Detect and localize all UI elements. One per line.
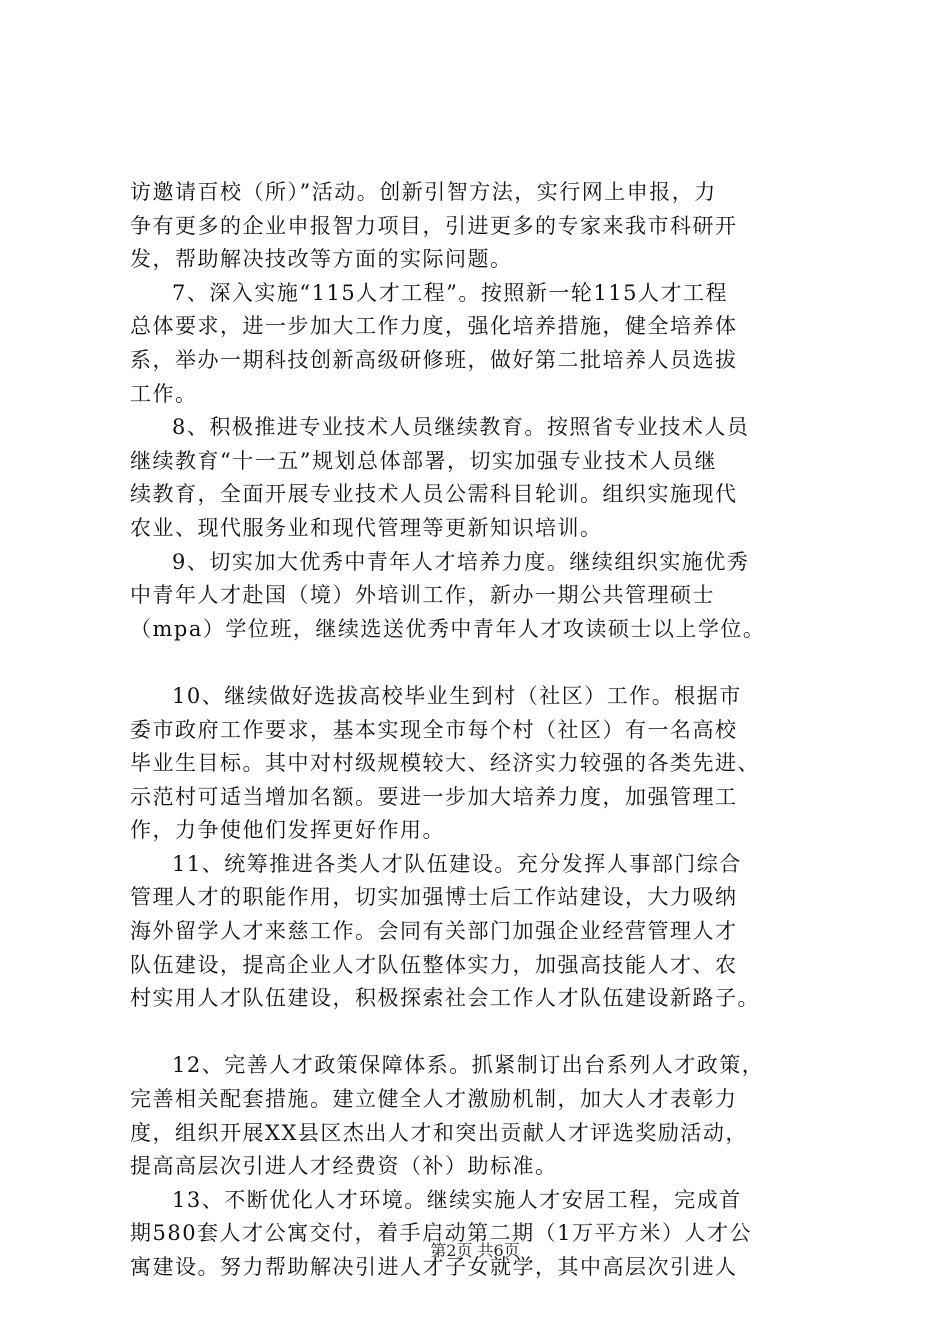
text-line: 队伍建设，提高企业人才队伍整体实力，加强高技能人才、农	[130, 952, 738, 977]
text-line: 发，帮助解决技改等方面的实际问题。	[130, 247, 513, 272]
text-line: 13、不断优化人才环境。继续实施人才安居工程，完成首	[172, 1187, 742, 1212]
text-line: 续教育，全面开展专业技术人员公需科目轮训。组织实施现代	[130, 482, 738, 507]
paragraph	[130, 411, 830, 545]
text-line: 总体要求，进一步加大工作力度，强化培养措施，健全培养体	[130, 314, 738, 339]
text-line: 度，组织开展XX县区杰出人才和突出贡献人才评选奖励活动，	[130, 1120, 748, 1145]
text-line: 委市政府工作要求，基本实现全市每个村（社区）有一名高校	[130, 717, 738, 742]
page-number-label: 第2页 共6页	[430, 1241, 520, 1260]
page-footer	[0, 1238, 950, 1261]
text-line: 期580套人才公寓交付，着手启动第二期（1万平方米）人才公	[130, 1221, 752, 1246]
paragraph-spacer	[130, 1016, 830, 1050]
text-line: 提高高层次引进人才经费资（补）助标准。	[130, 1154, 558, 1179]
text-line: 农业、现代服务业和现代管理等更新知识培训。	[130, 515, 603, 540]
text-line: 系，举办一期科技创新高级研修班，做好第二批培养人员选拔	[130, 347, 738, 372]
paragraph	[130, 277, 830, 411]
text-line: 7、深入实施“115人才工程”。按照新一轮115人才工程	[172, 280, 728, 305]
text-line: 争有更多的企业申报智力项目，引进更多的专家来我市科研开	[130, 213, 738, 238]
text-line: 10、继续做好选拔高校毕业生到村（社区）工作。根据市	[172, 683, 742, 708]
text-line: 管理人才的职能作用，切实加强博士后工作站建设，大力吸纳	[130, 885, 738, 910]
paragraph	[130, 1184, 830, 1285]
text-line: 11、统筹推进各类人才队伍建设。充分发挥人事部门综合	[172, 851, 742, 876]
text-line: 村实用人才队伍建设，积极探索社会工作人才队伍建设新路子。	[130, 986, 760, 1011]
text-line: 毕业生目标。其中对村级规模较大、经济实力较强的各类先进、	[130, 751, 760, 776]
text-line: 作，力争使他们发挥更好作用。	[130, 818, 445, 843]
paragraph	[130, 848, 830, 1016]
text-line: （mpa）学位班，继续选送优秀中青年人才攻读硕士以上学位。	[130, 616, 766, 641]
text-line: 12、完善人才政策保障体系。抓紧制订出台系列人才政策，	[172, 1053, 765, 1078]
text-line: 9、切实加大优秀中青年人才培养力度。继续组织实施优秀	[172, 549, 750, 574]
text-line: 继续教育“十一五”规划总体部署，切实加强专业技术人员继	[130, 448, 717, 473]
paragraph	[130, 1049, 830, 1183]
text-line: 访邀请百校（所）”活动。创新引智方法，实行网上申报，力	[130, 180, 717, 204]
text-line: 完善相关配套措施。建立健全人才激励机制，加大人才表彰力	[130, 1087, 738, 1112]
paragraph	[130, 680, 830, 848]
text-line: 海外留学人才来慈工作。会同有关部门加强企业经营管理人才	[130, 919, 738, 944]
document-body	[130, 176, 830, 1285]
paragraph	[130, 546, 830, 647]
paragraph-spacer	[130, 646, 830, 680]
text-line: 8、积极推进专业技术人员继续教育。按照省专业技术人员	[172, 415, 750, 440]
text-line: 中青年人才赴国（境）外培训工作，新办一期公共管理硕士	[130, 583, 715, 608]
paragraph	[130, 176, 830, 277]
text-line: 寓建设。努力帮助解决引进人才子女就学，其中高层次引进人	[130, 1255, 738, 1279]
text-line: 示范村可适当增加名额。要进一步加大培养力度，加强管理工	[130, 784, 738, 809]
text-line: 工作。	[130, 381, 198, 406]
